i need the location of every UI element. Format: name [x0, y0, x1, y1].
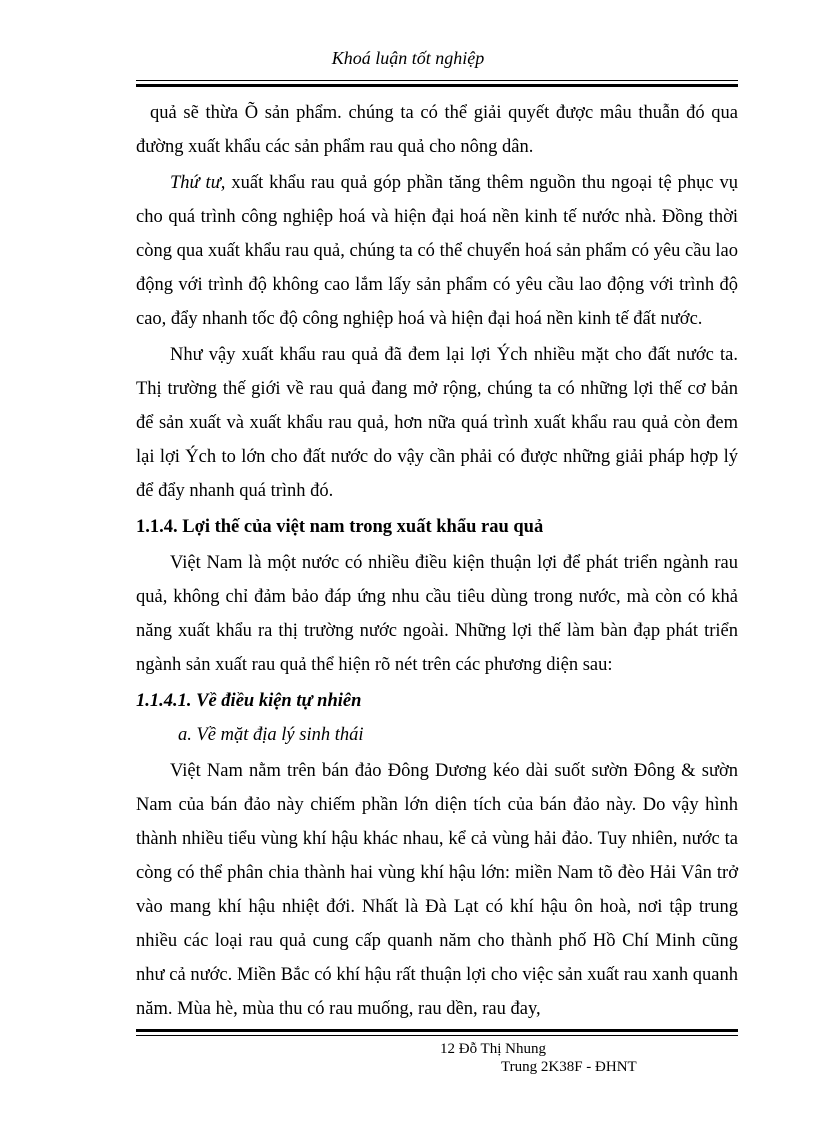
paragraph [136, 166, 738, 336]
footer-rule-thick [136, 1029, 738, 1032]
paragraph: Như vậy xuất khẩu rau quả đã đem lại lợi Ých nhiều mặt cho đất nước ta. Thị trường thế giới về rau quả đang mở rộng, chúng ta có những lợi thế cơ bản để sản xuất và xuất khẩu rau quả, hơn nữa quá trình xuất khẩu rau quả còn đem lại lợi Ých to lớn cho đất nước do vậy cần phải có được những giải pháp hợp lý để đẩy nhanh quá trình đó. [136, 345, 738, 501]
paragraph-text: xuất khẩu rau quả góp phần tăng thêm nguồn thu ngoại tệ phục vụ cho quá trình công nghiệp hoá và hiện đại hoá nền kinh tế nước nhà. Đồng thời còng qua xuất khẩu rau quả, chúng ta có thể chuyển hoá sản phẩm có yêu cầu lao động với trình độ không cao lắm lấy sản phẩm có yêu cầu lao động với trình độ cao, đẩy nhanh tốc độ công nghiệp hoá và hiện đại hoá nền kinh tế đất nước. [136, 173, 738, 329]
paragraph: Việt Nam nằm trên bán đảo Đông Dương kéo dài suốt sườn Đông & sườn Nam của bán đảo này chiếm phần lớn diện tích của bán đảo này. Do vậy hình thành nhiều tiểu vùng khí hậu khác nhau, kể cả vùng hải đảo. Tuy nhiên, nước ta còng có thể phân chia thành hai vùng khí hậu lớn: miền Nam tõ đèo Hải Vân trở vào mang khí hậu nhiệt đới. Nhất là Đà Lạt có khí hậu ôn hoà, nơi tập trung nhiều các loại rau quả cung cấp quanh năm cho thành phố Hồ Chí Minh cũng như cả nước. Miền Bắc có khí hậu rất thuận lợi cho việc sản xuất rau xanh quanh năm. Mùa hè, mùa thu có rau muống, rau dền, rau đay, [136, 761, 738, 1019]
subsubsection-heading: a. Về mặt địa lý sinh thái [178, 725, 364, 745]
paragraph-lead: Thứ tư, [170, 173, 226, 193]
paragraph: quả sẽ thừa Õ sản phẩm. chúng ta có thể giải quyết được mâu thuẫn đó qua đường xuất khẩu các sản phẩm rau quả cho nông dân. [136, 103, 738, 157]
paragraph: Việt Nam là một nước có nhiều điều kiện thuận lợi để phát triển ngành rau quả, không chỉ đảm bảo đáp ứng nhu cầu tiêu dùng trong nước, mà còn có khả năng xuất khẩu ra thị trường nước ngoài. Những lợi thế làm bàn đạp phát triển ngành sản xuất rau quả thể hiện rõ nét trên các phương diện sau: [136, 553, 738, 675]
footer-class: Trung 2K38F - ĐHNT [501, 1059, 637, 1075]
header-rule-thin [136, 80, 738, 81]
header-rule-thick [136, 84, 738, 87]
section-heading: 1.1.4. Lợi thế của việt nam trong xuất khẩu rau quả [136, 517, 544, 537]
document-body [136, 96, 738, 1028]
subsection-heading: 1.1.4.1. Về điều kiện tự nhiên [136, 691, 362, 711]
footer-rule-thin [136, 1035, 738, 1036]
page-header: Khoá luận tốt nghiệp [331, 48, 485, 68]
footer-page-author: 12 Đỗ Thị Nhung [440, 1041, 546, 1057]
